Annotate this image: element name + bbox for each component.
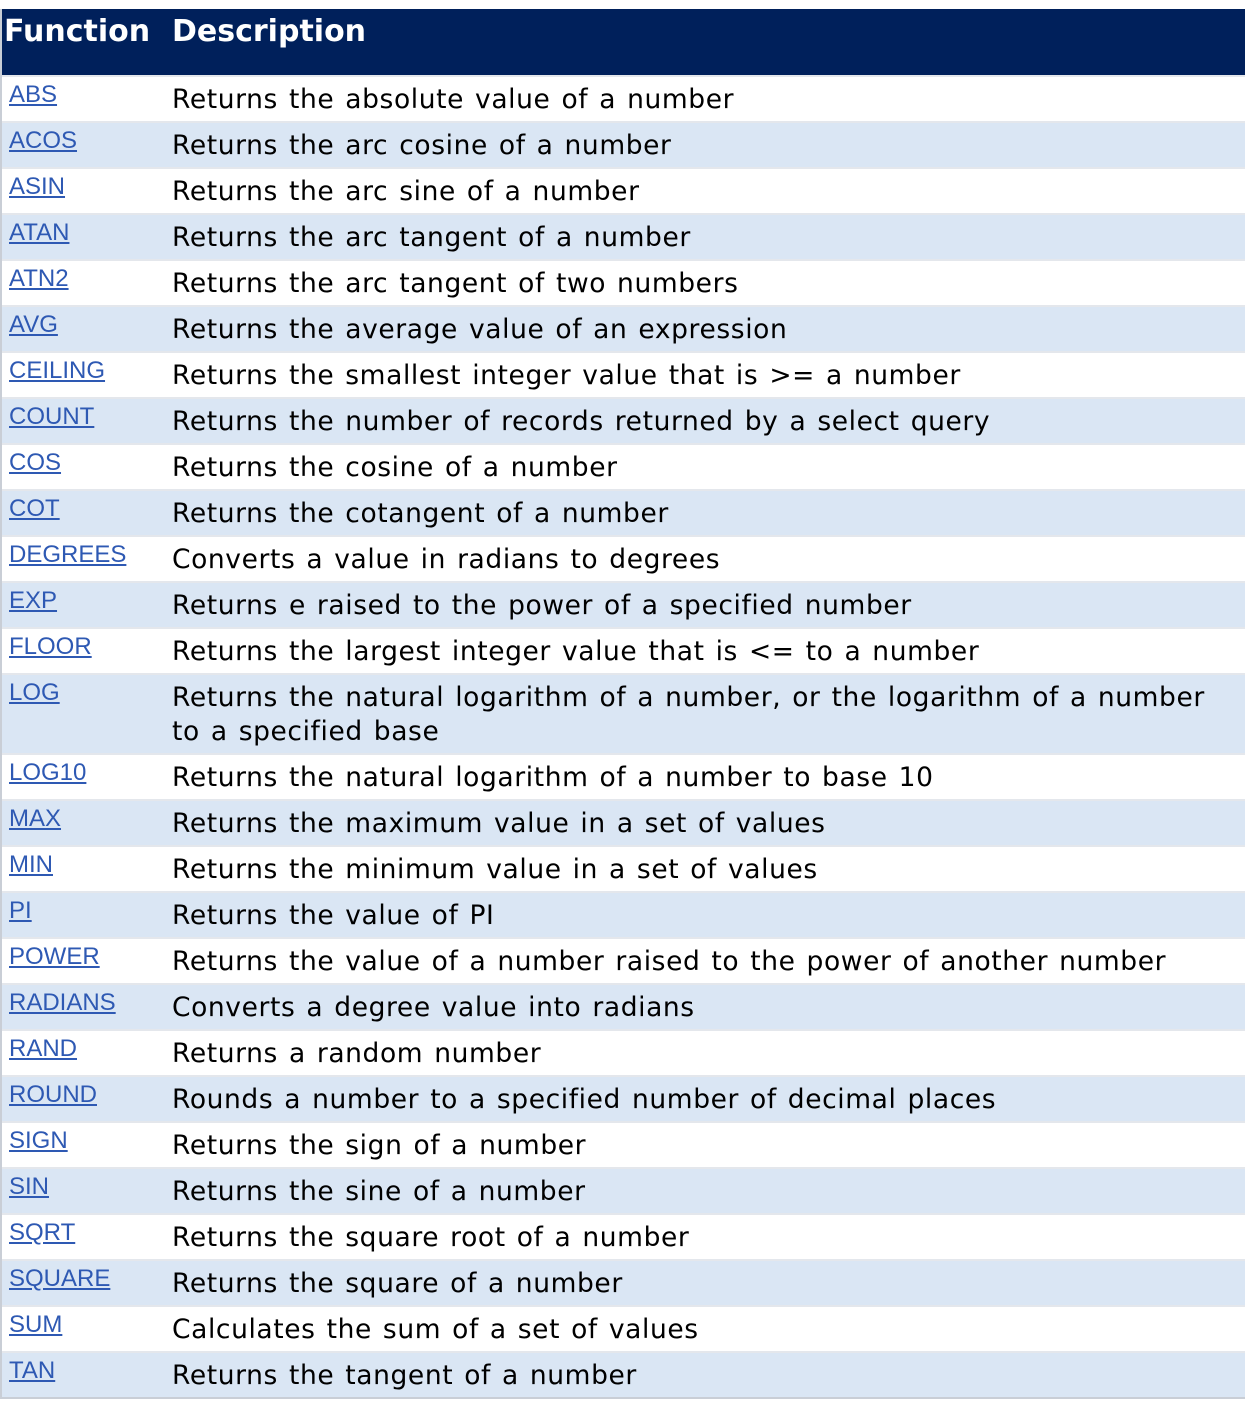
function-link[interactable]: RADIANS — [9, 989, 116, 1016]
function-cell — [2, 123, 172, 167]
function-description: Returns e raised to the power of a specified number — [172, 590, 912, 621]
function-cell — [2, 1307, 172, 1351]
function-description: Returns the arc tangent of a number — [172, 222, 691, 253]
table-row — [2, 983, 1245, 1029]
function-link[interactable]: ABS — [9, 81, 58, 108]
table-row — [2, 1121, 1245, 1167]
table-row — [2, 1075, 1245, 1121]
function-description: Rounds a number to a specified number of decimal places — [172, 1084, 997, 1115]
function-cell — [2, 1169, 172, 1213]
function-link[interactable]: SUM — [9, 1311, 63, 1338]
table-row — [2, 891, 1245, 937]
function-link[interactable]: PI — [9, 897, 32, 924]
function-link[interactable]: COS — [9, 449, 62, 476]
function-link[interactable]: ACOS — [9, 127, 78, 154]
function-link[interactable]: DEGREES — [9, 541, 127, 568]
table-row — [2, 397, 1245, 443]
function-description: Returns the natural logarithm of a number, or the logarithm of a number to a specified base — [172, 682, 1205, 747]
function-link[interactable]: EXP — [9, 587, 58, 614]
function-link[interactable]: COT — [9, 495, 60, 522]
function-cell — [2, 1077, 172, 1121]
function-description: Returns the smallest integer value that is >= a number — [172, 360, 961, 391]
function-cell — [2, 985, 172, 1029]
function-cell — [2, 1215, 172, 1259]
function-description: Calculates the sum of a set of values — [172, 1314, 699, 1345]
function-link[interactable]: MIN — [9, 851, 53, 878]
function-cell — [2, 629, 172, 673]
function-description: Returns the value of a number raised to the power of another number — [172, 946, 1167, 977]
function-description: Returns the value of PI — [172, 900, 495, 931]
function-link[interactable]: FLOOR — [9, 633, 92, 660]
function-link[interactable]: MAX — [9, 805, 62, 832]
table-row — [2, 1213, 1245, 1259]
table-row — [2, 305, 1245, 351]
function-cell — [2, 1123, 172, 1167]
function-description: Returns the square root of a number — [172, 1222, 690, 1253]
table-row — [2, 937, 1245, 983]
function-cell — [2, 537, 172, 581]
functions-table — [0, 9, 1245, 1399]
header-description: Description — [172, 14, 367, 49]
table-row — [2, 673, 1245, 753]
function-description: Returns the tangent of a number — [172, 1360, 637, 1391]
function-description: Returns the square of a number — [172, 1268, 623, 1299]
table-row — [2, 75, 1245, 121]
table-row — [2, 259, 1245, 305]
table-row — [2, 167, 1245, 213]
table-row — [2, 1305, 1245, 1351]
function-description: Returns the arc sine of a number — [172, 176, 640, 207]
function-link[interactable]: AVG — [9, 311, 58, 338]
function-link[interactable]: ATN2 — [9, 265, 69, 292]
function-cell — [2, 583, 172, 627]
function-cell — [2, 1031, 172, 1075]
function-description: Returns the arc tangent of two numbers — [172, 268, 739, 299]
function-description: Returns the number of records returned by a select query — [172, 406, 991, 437]
function-description: Returns the sign of a number — [172, 1130, 587, 1161]
table-row — [2, 753, 1245, 799]
function-link[interactable]: SIN — [9, 1173, 50, 1200]
function-description: Returns the cosine of a number — [172, 452, 618, 483]
function-description: Returns the natural logarithm of a number to base 10 — [172, 762, 934, 793]
function-description: Returns the minimum value in a set of values — [172, 854, 818, 885]
table-row — [2, 845, 1245, 891]
function-cell — [2, 215, 172, 259]
function-link[interactable]: SIGN — [9, 1127, 68, 1154]
function-description: Converts a value in radians to degrees — [172, 544, 721, 575]
function-link[interactable]: ATAN — [9, 219, 70, 246]
function-cell — [2, 755, 172, 799]
function-link[interactable]: CEILING — [9, 357, 106, 384]
function-cell — [2, 491, 172, 535]
function-cell — [2, 307, 172, 351]
table-row — [2, 213, 1245, 259]
table-row — [2, 581, 1245, 627]
table-row — [2, 627, 1245, 673]
header-function: Function — [4, 14, 151, 49]
function-description: Returns the cotangent of a number — [172, 498, 669, 529]
function-link[interactable]: SQRT — [9, 1219, 76, 1246]
table-row — [2, 121, 1245, 167]
function-cell — [2, 353, 172, 397]
table-row — [2, 1259, 1245, 1305]
function-link[interactable]: ROUND — [9, 1081, 97, 1108]
function-link[interactable]: RAND — [9, 1035, 78, 1062]
function-description: Returns the absolute value of a number — [172, 84, 735, 115]
function-link[interactable]: SQUARE — [9, 1265, 111, 1292]
function-cell — [2, 1353, 172, 1397]
function-cell — [2, 675, 172, 753]
table-row — [2, 351, 1245, 397]
function-description: Returns the largest integer value that is <= to a number — [172, 636, 980, 667]
function-description: Returns the average value of an expression — [172, 314, 788, 345]
table-body — [2, 75, 1245, 1397]
table-row — [2, 535, 1245, 581]
function-cell — [2, 261, 172, 305]
function-cell — [2, 169, 172, 213]
function-cell — [2, 939, 172, 983]
table-row — [2, 443, 1245, 489]
function-link[interactable]: TAN — [9, 1357, 56, 1384]
function-cell — [2, 893, 172, 937]
function-description: Returns a random number — [172, 1038, 542, 1069]
table-row — [2, 1167, 1245, 1213]
function-description: Returns the arc cosine of a number — [172, 130, 672, 161]
function-link[interactable]: COUNT — [9, 403, 95, 430]
function-link[interactable]: POWER — [9, 943, 100, 970]
function-description: Returns the maximum value in a set of values — [172, 808, 826, 839]
function-link[interactable]: LOG — [9, 679, 60, 706]
table-row — [2, 1029, 1245, 1075]
function-cell — [2, 77, 172, 121]
function-cell — [2, 399, 172, 443]
function-link[interactable]: LOG10 — [9, 759, 87, 786]
table-row — [2, 1351, 1245, 1397]
table-row — [2, 799, 1245, 845]
function-cell — [2, 847, 172, 891]
function-link[interactable]: ASIN — [9, 173, 66, 200]
function-cell — [2, 801, 172, 845]
function-description: Converts a degree value into radians — [172, 992, 695, 1023]
table-row — [2, 489, 1245, 535]
function-cell — [2, 445, 172, 489]
table-header-row — [2, 9, 1245, 75]
function-description: Returns the sine of a number — [172, 1176, 586, 1207]
function-cell — [2, 1261, 172, 1305]
